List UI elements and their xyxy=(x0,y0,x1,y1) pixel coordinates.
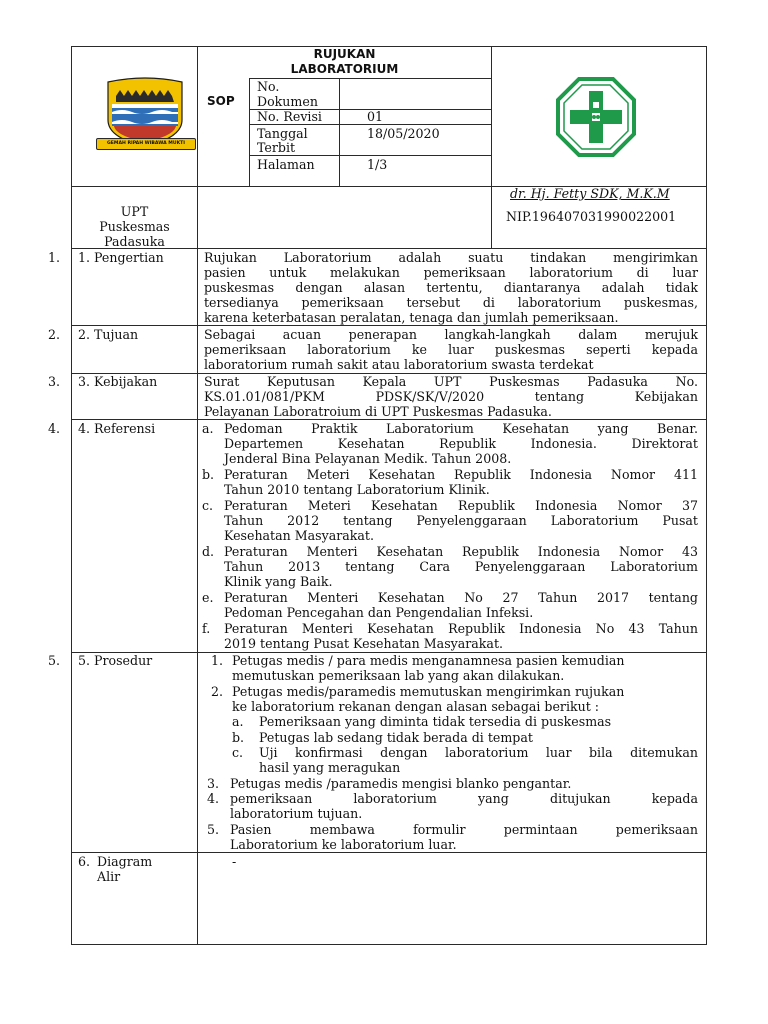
section-label-prosedur: 5. Prosedur xyxy=(78,653,153,668)
prosedur-step-marker: 3. xyxy=(207,776,220,791)
prosedur-substep-marker: a. xyxy=(232,714,244,729)
referensi-line: Peraturan Menteri Kesehatan Republik Indonesia Nomor 43 xyxy=(224,544,698,559)
doc-title-line1: RUJUKAN xyxy=(313,47,376,61)
referensi-line: Tahun 2012 tentang Penyelenggaraan Laboratorium Pusat xyxy=(224,513,698,528)
prosedur-substep-line: Petugas lab sedang tidak berada di tempat xyxy=(259,730,533,745)
issue-date-label-2: Terbit xyxy=(257,140,296,155)
section-label-referensi: 4. Referensi xyxy=(78,421,156,436)
signatory-nip: NIP.196407031990022001 xyxy=(506,209,677,224)
prosedur-substep-marker: c. xyxy=(232,745,244,760)
tujuan-line: Sebagai acuan penerapan langkah-langkah dalam merujuk xyxy=(204,327,698,342)
referensi-line: Tahun 2013 tentang Cara Penyelenggaraan Laboratorium xyxy=(224,559,698,574)
doc-title-line2: LABORATORIUM xyxy=(290,62,399,76)
referensi-line: Klinik yang Baik. xyxy=(224,574,333,589)
prosedur-step-marker: 1. xyxy=(211,653,224,668)
prosedur-substep-line: hasil yang meragukan xyxy=(259,760,401,775)
section-num-4: 4. xyxy=(48,421,61,436)
kebijakan-line: Surat Keputusan Kepala UPT Puskesmas Padasuka No. xyxy=(204,374,698,389)
referensi-marker: b. xyxy=(202,467,215,482)
tujuan-line: laboratorium rumah sakit atau laboratorium swasta terdekat xyxy=(204,357,594,372)
pengertian-line: pasien untuk melakukan pemeriksaan laboratorium di luar xyxy=(204,265,698,280)
referensi-marker: f. xyxy=(202,621,211,636)
referensi-line: Pedoman Pencegahan dan Pengendalian Infeksi. xyxy=(224,605,534,620)
section-label-kebijakan: 3. Kebijakan xyxy=(78,374,158,389)
referensi-marker: e. xyxy=(202,590,214,605)
referensi-line: Tahun 2010 tentang Laboratorium Klinik. xyxy=(224,482,490,497)
prosedur-step-line: Petugas medis/paramedis memutuskan mengirimkan rujukan xyxy=(232,684,625,699)
section-num-2: 2. xyxy=(48,327,61,342)
prosedur-step-line: memutuskan pemeriksaan lab yang akan dilakukan. xyxy=(232,668,565,683)
kebijakan-line: Pelayanan Laboratroium di UPT Puskesmas Padasuka. xyxy=(204,404,552,419)
prosedur-step-line: Laboratorium ke laboratorium luar. xyxy=(230,837,457,852)
prosedur-substep-line: Uji konfirmasi dengan laboratorium luar bila ditemukan xyxy=(259,745,698,760)
referensi-line: 2019 tentang Pusat Kesehatan Masyarakat. xyxy=(224,636,504,651)
referensi-line: Jenderal Bina Pelayanan Medik. Tahun 2008. xyxy=(224,451,512,466)
prosedur-step-line: Petugas medis / para medis menganamnesa pasien kemudian xyxy=(232,653,625,668)
referensi-line: Peraturan Menteri Kesehatan No 27 Tahun 2017 tentang xyxy=(224,590,698,605)
revision-label: No. Revisi xyxy=(257,109,322,124)
prosedur-step-line: Pasien membawa formulir permintaan pemeriksaan xyxy=(230,822,698,837)
org-line1: UPT xyxy=(120,204,149,219)
referensi-line: Peraturan Menteri Kesehatan Republik Indonesia No 43 Tahun xyxy=(224,621,698,636)
sop-label: SOP xyxy=(207,94,235,108)
page-value: 1/3 xyxy=(367,157,388,172)
signatory-name: dr. Hj. Fetty SDK, M.K.M xyxy=(510,186,670,201)
section-label-diagram-1: Diagram xyxy=(97,854,153,869)
puskesmas-logo xyxy=(555,76,637,158)
referensi-line: Departemen Kesehatan Republik Indonesia. Direktorat xyxy=(224,436,698,451)
pengertian-line: Rujukan Laboratorium adalah suatu tindakan mengirimkan xyxy=(204,250,698,265)
section-num-3: 3. xyxy=(48,374,61,389)
issue-date-value: 18/05/2020 xyxy=(367,126,440,141)
prosedur-step-line: Petugas medis /paramedis mengisi blanko pengantar. xyxy=(230,776,572,791)
prosedur-substep-marker: b. xyxy=(232,730,245,745)
logo-motto-banner xyxy=(96,138,196,150)
referensi-line: Kesehatan Masyarakat. xyxy=(224,528,374,543)
diagram-value: - xyxy=(232,854,237,869)
prosedur-step-line: laboratorium tujuan. xyxy=(230,806,363,821)
revision-value: 01 xyxy=(367,109,384,124)
referensi-line: Pedoman Praktik Laboratorium Kesehatan yang Benar. xyxy=(224,421,698,436)
section-label-tujuan: 2. Tujuan xyxy=(78,327,139,342)
pengertian-line: puskesmas dengan alasan tertentu, diantaranya adalah tidak xyxy=(204,280,698,295)
pengertian-line: tersedianya pemeriksaan tersebut di laboratorium puskesmas, xyxy=(204,295,698,310)
prosedur-step-marker: 5. xyxy=(207,822,220,837)
section-num-5: 5. xyxy=(48,653,61,668)
org-line3: Padasuka xyxy=(104,234,165,249)
org-line2: Puskesmas xyxy=(99,219,170,234)
doc-no-label-2: Dokumen xyxy=(257,94,318,109)
city-crest-logo xyxy=(100,76,190,156)
referensi-marker: a. xyxy=(202,421,214,436)
referensi-marker: d. xyxy=(202,544,215,559)
tujuan-line: pemeriksaan laboratorium ke luar puskesmas seperti kepada xyxy=(204,342,698,357)
kebijakan-line: KS.01.01/081/PKM PDSK/SK/V/2020 tentang Kebijakan xyxy=(204,389,698,404)
section-label-diagram-2: Alir xyxy=(97,869,121,884)
prosedur-substep-line: Pemeriksaan yang diminta tidak tersedia di puskesmas xyxy=(259,714,612,729)
prosedur-step-line: pemeriksaan laboratorium yang ditujukan kepada xyxy=(230,791,698,806)
prosedur-step-line: ke laboratorium rekanan dengan alasan sebagai berikut : xyxy=(232,699,600,714)
referensi-marker: c. xyxy=(202,498,214,513)
section-num-6: 6. xyxy=(78,854,91,869)
referensi-line: Peraturan Meteri Kesehatan Republik Indonesia Nomor 37 xyxy=(224,498,698,513)
logo-motto-text: GEMAH RIPAH WIBAWA MUKTI xyxy=(106,141,185,146)
page-label: Halaman xyxy=(257,157,315,172)
doc-no-label-1: No. xyxy=(257,79,280,94)
section-num-1: 1. xyxy=(48,250,61,265)
prosedur-step-marker: 2. xyxy=(211,684,224,699)
section-label-pengertian: 1. Pengertian xyxy=(78,250,164,265)
puskesmas-cross-icon xyxy=(555,76,637,158)
referensi-line: Peraturan Meteri Kesehatan Republik Indonesia Nomor 411 xyxy=(224,467,698,482)
issue-date-label-1: Tanggal xyxy=(257,126,308,141)
pengertian-line: karena keterbatasan peralatan, tenaga dan jumlah pemeriksaan. xyxy=(204,310,619,325)
prosedur-step-marker: 4. xyxy=(207,791,220,806)
